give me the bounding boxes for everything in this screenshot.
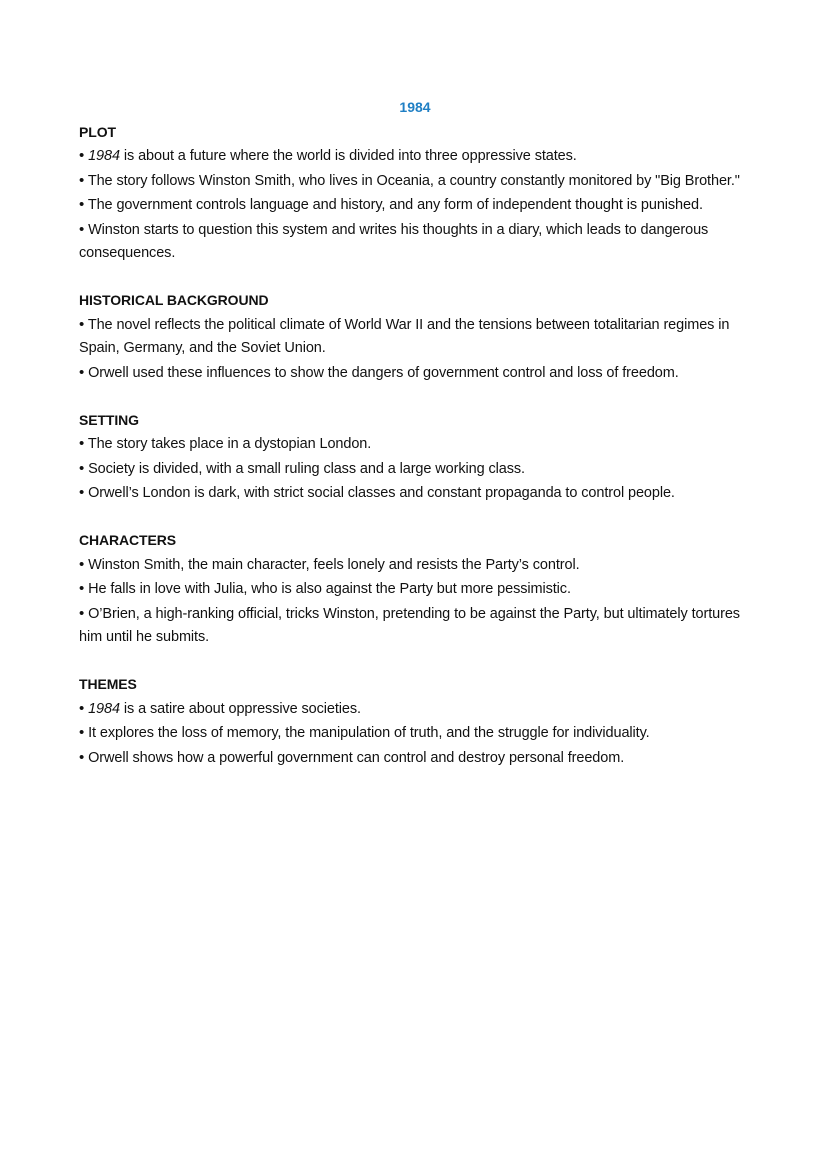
bullet-item bbox=[79, 457, 751, 482]
bullet-item bbox=[79, 169, 751, 194]
bullet-list bbox=[79, 553, 751, 650]
bullet-emphasis: 1984 bbox=[88, 700, 120, 717]
bullet-dot-icon: • bbox=[79, 196, 85, 213]
bullet-text: The government controls language and history, and any form of independent thought is punished. bbox=[87, 197, 703, 213]
bullet-item bbox=[79, 602, 751, 650]
section-characters bbox=[79, 529, 751, 650]
bullet-item bbox=[79, 361, 751, 386]
bullet-item bbox=[79, 697, 751, 722]
bullet-item bbox=[79, 313, 751, 361]
bullet-item bbox=[79, 721, 751, 746]
bullet-text: O’Brien, a high-ranking official, tricks Winston, pretending to be against the Party, but ultimately tortures him until he submits. bbox=[79, 605, 740, 645]
bullet-list bbox=[79, 432, 751, 506]
sections-container bbox=[79, 121, 751, 771]
bullet-item bbox=[79, 481, 751, 506]
bullet-dot-icon: • bbox=[79, 699, 85, 717]
bullet-dot-icon: • bbox=[79, 147, 85, 164]
bullet-list bbox=[79, 144, 751, 266]
bullet-dot-icon: • bbox=[79, 171, 85, 189]
section-heading: CHARACTERS bbox=[79, 532, 177, 548]
bullet-dot-icon: • bbox=[79, 604, 85, 622]
bullet-text: The story follows Winston Smith, who lives in Oceania, a country constantly monitored by "Big Brother." bbox=[87, 172, 740, 189]
bullet-text: Orwell’s London is dark, with strict social classes and constant propaganda to control people. bbox=[88, 485, 675, 501]
bullet-text: is a satire about oppressive societies. bbox=[119, 700, 361, 717]
bullet-text: is about a future where the world is divided into three oppressive states. bbox=[119, 148, 577, 164]
bullet-list bbox=[79, 697, 751, 771]
bullet-dot-icon: • bbox=[79, 315, 85, 333]
bullet-list bbox=[79, 313, 751, 386]
section-historical-background bbox=[79, 289, 751, 385]
bullet-item bbox=[79, 144, 751, 169]
document-title: 1984 bbox=[399, 99, 431, 115]
section-setting bbox=[79, 409, 751, 506]
bullet-text: The novel reflects the political climate of World War II and the tensions between totalitarian regimes in Spain, Germany, and the Soviet Union. bbox=[79, 316, 730, 356]
bullet-text: It explores the loss of memory, the manipulation of truth, and the struggle for individuality. bbox=[88, 725, 650, 741]
section-plot bbox=[79, 121, 751, 266]
bullet-text: Orwell used these influences to show the dangers of government control and loss of freedom. bbox=[88, 364, 679, 381]
bullet-text: He falls in love with Julia, who is also against the Party but more pessimistic. bbox=[88, 581, 571, 597]
bullet-dot-icon: • bbox=[79, 748, 85, 766]
bullet-emphasis: 1984 bbox=[88, 148, 120, 164]
document-page bbox=[79, 96, 751, 794]
bullet-dot-icon: • bbox=[79, 435, 85, 452]
bullet-item bbox=[79, 746, 751, 771]
bullet-text: Winston Smith, the main character, feels lonely and resists the Party’s control. bbox=[88, 556, 580, 573]
bullet-text: Orwell shows how a powerful government can control and destroy personal freedom. bbox=[88, 749, 625, 766]
section-heading: THEMES bbox=[79, 676, 137, 692]
bullet-item bbox=[79, 553, 751, 578]
bullet-text: Winston starts to question this system and writes his thoughts in a diary, which leads to dangerous consequences. bbox=[79, 221, 709, 261]
bullet-text: Society is divided, with a small ruling class and a large working class. bbox=[88, 460, 525, 477]
bullet-dot-icon: • bbox=[79, 580, 85, 597]
bullet-item bbox=[79, 193, 751, 218]
bullet-dot-icon: • bbox=[79, 459, 85, 477]
section-themes bbox=[79, 673, 751, 770]
bullet-dot-icon: • bbox=[79, 724, 85, 741]
section-heading: PLOT bbox=[79, 123, 116, 140]
bullet-text: The story takes place in a dystopian London. bbox=[87, 436, 372, 452]
bullet-dot-icon: • bbox=[79, 220, 85, 238]
section-heading: HISTORICAL BACKGROUND bbox=[79, 292, 269, 308]
bullet-dot-icon: • bbox=[79, 555, 85, 573]
bullet-item bbox=[79, 218, 751, 266]
bullet-item bbox=[79, 577, 751, 602]
bullet-item bbox=[79, 432, 751, 457]
bullet-dot-icon: • bbox=[79, 484, 85, 501]
bullet-dot-icon: • bbox=[79, 363, 85, 381]
section-heading: SETTING bbox=[79, 411, 139, 428]
